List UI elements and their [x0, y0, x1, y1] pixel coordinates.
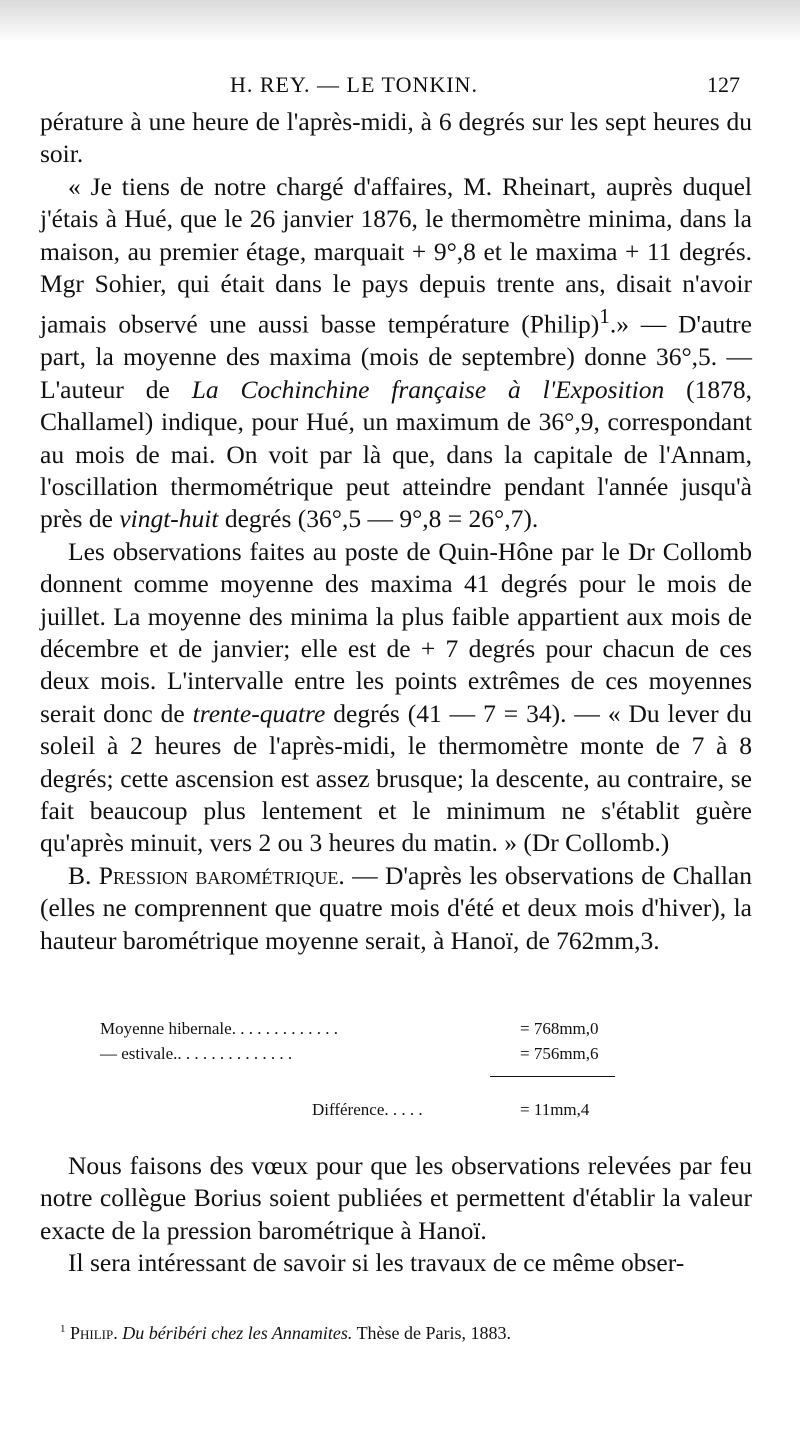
paragraph-2-text-b: .» — D'autre part, la moyenne des maxima (mois de septembre) donne 36°,5. — L'auteur de	[40, 309, 752, 404]
paragraph-4	[40, 860, 752, 957]
table-row-difference	[100, 1097, 620, 1122]
footnote	[60, 1318, 760, 1344]
footnote-marker: 1	[60, 1323, 66, 1335]
main-text	[40, 106, 752, 957]
paragraph-2	[40, 171, 752, 536]
row-value-difference: = 11mm,4	[520, 1100, 590, 1119]
paragraph-3-text-a: Les observations faites au poste de Quin-Hône par le Dr Collomb donnent comme moyenne des maxima 41 degrés pour le mois de juillet. La moyenne des minima la plus faible appartient aux mois de décembre et de janvier; elle est de + 7 degrés pour chacun de ces deux mois. L'intervalle entre les points extrêmes de ces moyennes serait donc de	[40, 536, 752, 728]
pressure-table	[100, 1016, 620, 1122]
paragraph-1-text: pérature à une heure de l'après-midi, à 6 degrés sur les sept heures du soir.	[40, 107, 752, 169]
page-edge-shadow	[0, 0, 800, 42]
paragraph-5	[40, 1150, 752, 1247]
page-header	[40, 66, 740, 102]
main-text-continued	[40, 1150, 752, 1280]
footnote-reference: 1	[599, 304, 610, 329]
footnote-title: Du béribéri chez les Annamites.	[122, 1323, 353, 1343]
paragraph-4-text: — D'après les observations de Challan (elles ne comprennent que quatre mois d'été et deux mois d'hiver), la hauteur barométrique moyenne serait, à Hanoï, de 762mm,3.	[40, 860, 752, 955]
footnote-author: Philip.	[70, 1323, 118, 1343]
running-head: H. REY. — LE TONKIN.	[230, 72, 478, 97]
paragraph-1	[40, 106, 752, 171]
section-heading-pression: B. Pression barométrique.	[68, 860, 345, 890]
paragraph-2-text-c: (1878, Challamel) indique, pour Hué, un maximum de 36°,9, correspondant au mois de mai. On voit par là que, dans la capitale de l'Annam, l'oscillation thermométrique peut atteindre pendant l'année jusqu'à près de	[40, 374, 753, 534]
emphasis-trente-quatre: trente-quatre	[192, 698, 326, 728]
book-title: La Cochinchine française à l'Exposition	[191, 374, 665, 404]
table-row	[100, 1041, 620, 1066]
paragraph-3	[40, 536, 752, 860]
row-value-estivale: = 756mm,6	[520, 1044, 599, 1063]
paragraph-6-text: Il sera intéressant de savoir si les travaux de ce même obser-	[68, 1248, 685, 1278]
row-label-hibernale: Moyenne hibernale. . . . . . . . . . . . .	[100, 1019, 338, 1038]
page-number: 127	[707, 72, 740, 97]
paragraph-3-text-b: degrés (41 — 7 = 34). — « Du lever du soleil à 2 heures de l'après-midi, le thermomètre monte de 7 à 8 degrés; cette ascension est assez brusque; la descente, au contraire, se fait beaucoup plus lentement et le minimum ne s'établit guère qu'après minuit, vers 2 ou 3 heures du matin. » (Dr Collomb.)	[40, 698, 753, 858]
paragraph-2-text-a: « Je tiens de notre chargé d'affaires, M. Rheinart, auprès duquel j'étais à Hué, que le 26 janvier 1876, le thermomètre minima, dans la maison, au premier étage, marquait + 9°,8 et le maxima + 11 degrés. Mgr Sohier, qui était dans le pays depuis trente ans, disait n'avoir jamais observé une aussi basse température (Philip)	[40, 171, 752, 339]
paragraph-6	[40, 1247, 752, 1279]
table-row	[100, 1016, 620, 1041]
sum-rule	[490, 1076, 615, 1077]
footnote-rest: Thèse de Paris, 1883.	[356, 1323, 512, 1343]
row-label-estivale: — estivale.. . . . . . . . . . . . . .	[100, 1044, 293, 1063]
paragraph-2-text-d: degrés (36°,5 — 9°,8 = 26°,7).	[218, 504, 539, 534]
paragraph-5-text: Nous faisons des vœux pour que les observations relevées par feu notre collègue Borius soient publiées et permettent d'établir la valeur exacte de la pression barométrique à Hanoï.	[40, 1151, 752, 1245]
row-value-hibernale: = 768mm,0	[520, 1019, 599, 1038]
row-label-difference: Différence. . . . .	[312, 1100, 423, 1119]
emphasis-vingt-huit: vingt-huit	[119, 504, 219, 534]
